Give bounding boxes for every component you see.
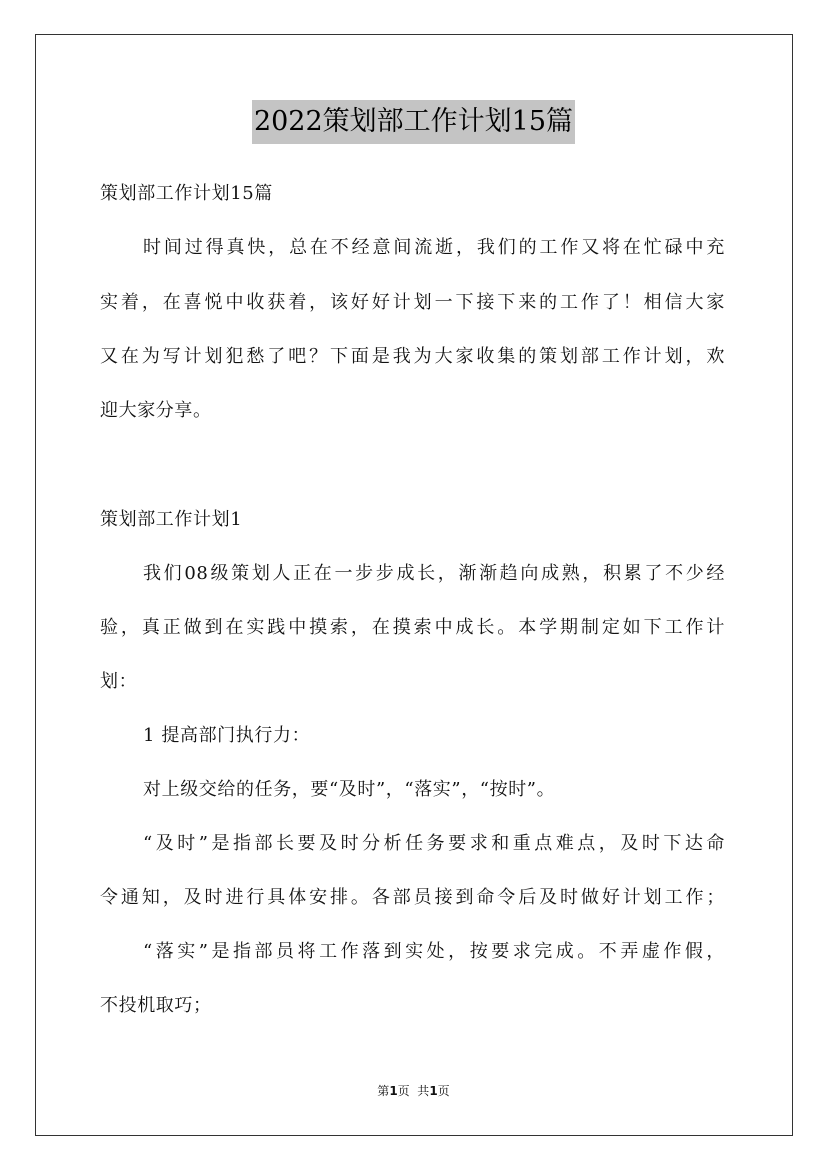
section1-line-3: 划： <box>100 671 138 692</box>
section1-line-2: 验，真正做到在实践中摸索，在摸索中成长。本学期制定如下工作计 <box>100 617 725 638</box>
item1-line: 对上级交给的任务，要“及时”，“落实”，“按时”。 <box>143 779 556 800</box>
intro-line-3: 又在为写计划犯愁了吧？下面是我为大家收集的策划部工作计划，欢 <box>100 346 725 367</box>
section1-heading: 策划部工作计划1 <box>100 509 243 530</box>
title-wrapper <box>0 100 827 144</box>
footer-prefix: 第 <box>377 1084 390 1098</box>
subtitle: 策划部工作计划15篇 <box>100 183 273 204</box>
footer-suffix: 页 <box>437 1084 450 1098</box>
intro-line-2: 实着，在喜悦中收获着，该好好计划一下接下来的工作了！相信大家 <box>100 292 725 313</box>
footer-total-pages: 1 <box>429 1084 438 1098</box>
luoshi-line-1: “落实”是指部员将工作落到实处，按要求完成。不弄虚作假， <box>143 941 725 962</box>
footer-page-number: 1 <box>389 1084 398 1098</box>
footer-mid: 页 共 <box>397 1084 430 1098</box>
intro-line-4: 迎大家分享。 <box>100 400 212 421</box>
document-title: 2022策划部工作计划15篇 <box>252 100 575 144</box>
jishi-line-1: “及时”是指部长要及时分析任务要求和重点难点，及时下达命 <box>143 833 725 854</box>
section1-line-1: 我们08级策划人正在一步步成长，渐渐趋向成熟，积累了不少经 <box>143 563 725 584</box>
jishi-line-2: 令通知，及时进行具体安排。各部员接到命令后及时做好计划工作； <box>100 887 725 908</box>
item1-heading: 1 提高部门执行力： <box>143 725 311 746</box>
luoshi-line-2: 不投机取巧； <box>100 995 212 1016</box>
intro-line-1: 时间过得真快，总在不经意间流逝，我们的工作又将在忙碌中充 <box>143 237 725 258</box>
page-footer <box>0 1083 827 1099</box>
